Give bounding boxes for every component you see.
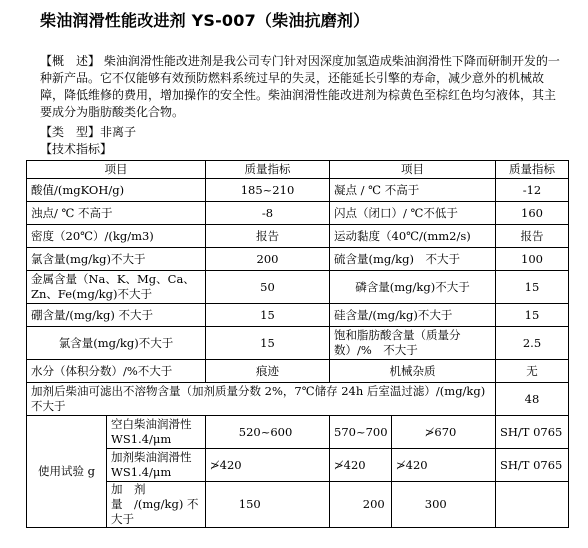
type-line xyxy=(40,124,560,141)
table-cell: 520~600 xyxy=(206,416,330,449)
usage-row xyxy=(27,449,569,482)
table-header-cell: 项目 xyxy=(27,161,206,179)
table-header-row xyxy=(27,161,569,179)
table-row xyxy=(27,248,569,271)
table-cell: 300 xyxy=(392,482,496,528)
table-cell: 运动黏度（40℃/(mm2/s) xyxy=(330,225,496,248)
table-cell: 570~700 xyxy=(330,416,392,449)
table-cell: 15 xyxy=(496,271,569,304)
table-cell: 15 xyxy=(206,327,330,360)
table-cell: 闪点（闭口）/ ℃不低于 xyxy=(330,202,496,225)
table-cell: 氯含量(mg/kg)不大于 xyxy=(27,248,206,271)
table-cell: 2.5 xyxy=(496,327,569,360)
table-cell: 无 xyxy=(496,360,569,383)
table-cell: 报告 xyxy=(496,225,569,248)
table-cell: 加剂柴油润滑性 WS1.4/μm xyxy=(107,449,206,482)
table-row xyxy=(27,179,569,202)
table-cell: 金属含量（Na、K、Mg、Ca、Zn、Fe(mg/kg)不大于 xyxy=(27,271,206,304)
overview-paragraph xyxy=(40,53,560,121)
table-cell: 密度（20℃）/(kg/m3) xyxy=(27,225,206,248)
table-cell: 报告 xyxy=(206,225,330,248)
table-header-cell: 质量指标 xyxy=(206,161,330,179)
table-row xyxy=(27,271,569,304)
table-cell: 空白柴油润滑性 WS1.4/μm xyxy=(107,416,206,449)
table-row xyxy=(27,202,569,225)
table-cell: 50 xyxy=(206,271,330,304)
table-cell: 机械杂质 xyxy=(330,360,496,383)
table-cell: 凝点 / ℃ 不高于 xyxy=(330,179,496,202)
table-cell: 酸值/(mgKOH/g) xyxy=(27,179,206,202)
usage-row xyxy=(27,482,569,528)
table-cell: SH/T 0765 xyxy=(496,449,569,482)
table-cell: 水分（体积分数）/%不大于 xyxy=(27,360,206,383)
type-label: 【类 型】 xyxy=(40,125,101,139)
table-row xyxy=(27,383,569,416)
page-title: 柴油润滑性能改进剂 YS-007（柴油抗磨剂） xyxy=(40,11,370,30)
table-cell: -8 xyxy=(206,202,330,225)
table-cell: 185~210 xyxy=(206,179,330,202)
table-row xyxy=(27,327,569,360)
table-cell: SH/T 0765 xyxy=(496,416,569,449)
table-cell: 200 xyxy=(330,482,392,528)
usage-row xyxy=(27,416,569,449)
table-cell: -12 xyxy=(496,179,569,202)
table-cell: ≯420 xyxy=(392,449,496,482)
spec-heading: 【技术指标】 xyxy=(40,142,113,156)
table-cell: 150 xyxy=(206,482,330,528)
table-row xyxy=(27,225,569,248)
table-cell: 加 剂 量 /(mg/kg) 不大于 xyxy=(107,482,206,528)
table-cell: 100 xyxy=(496,248,569,271)
table-cell: 15 xyxy=(496,304,569,327)
table-cell: 硼含量/(mg/kg) 不大于 xyxy=(27,304,206,327)
table-cell: 15 xyxy=(206,304,330,327)
extract-row-value: 48 xyxy=(496,383,569,416)
extract-row-label: 加剂后柴油可滤出不溶物含量（加剂质量分数 2%，7℃储存 24h 后室温过滤）/(mg/kg) 不大于 xyxy=(27,383,496,416)
table-cell: 200 xyxy=(206,248,330,271)
table-cell: 硅含量/(mg/kg)不大于 xyxy=(330,304,496,327)
table-row xyxy=(27,304,569,327)
type-value: 非离子 xyxy=(100,125,137,139)
table-cell: 氯含量(mg/kg)不大于 xyxy=(27,327,206,360)
usage-label: 使用试验 g xyxy=(27,416,107,528)
table-cell: 硫含量(mg/kg) 不大于 xyxy=(330,248,496,271)
overview-label: 【概 述】 xyxy=(40,54,101,68)
table-cell: 浊点/ ℃ 不高于 xyxy=(27,202,206,225)
spec-table xyxy=(26,160,569,528)
overview-text: 柴油润滑性能改进剂是我公司专门针对因深度加氢造成柴油润滑性下降而研制开发的一种新产品。它不仅能够有效预防燃料系统过早的失灵，还能延长引擎的寿命，减少意外的机械故障，降低维修的费用，增加操作的安全性。柴油润滑性能改进剂为棕黄色至棕红色均匀液体，其主要成分为脂肪酸类化合物。 xyxy=(40,54,560,119)
table-header-cell: 质量指标 xyxy=(496,161,569,179)
table-cell: ≯420 xyxy=(330,449,392,482)
table-row xyxy=(27,360,569,383)
table-cell: 160 xyxy=(496,202,569,225)
table-cell: ≯420 xyxy=(206,449,330,482)
table-header-cell: 项目 xyxy=(330,161,496,179)
table-cell: 饱和脂肪酸含量（质量分数）/% 不大于 xyxy=(330,327,496,360)
table-cell xyxy=(496,482,569,528)
table-cell: 磷含量(mg/kg)不大于 xyxy=(330,271,496,304)
table-cell: ≯670 xyxy=(392,416,496,449)
table-cell: 痕迹 xyxy=(206,360,330,383)
